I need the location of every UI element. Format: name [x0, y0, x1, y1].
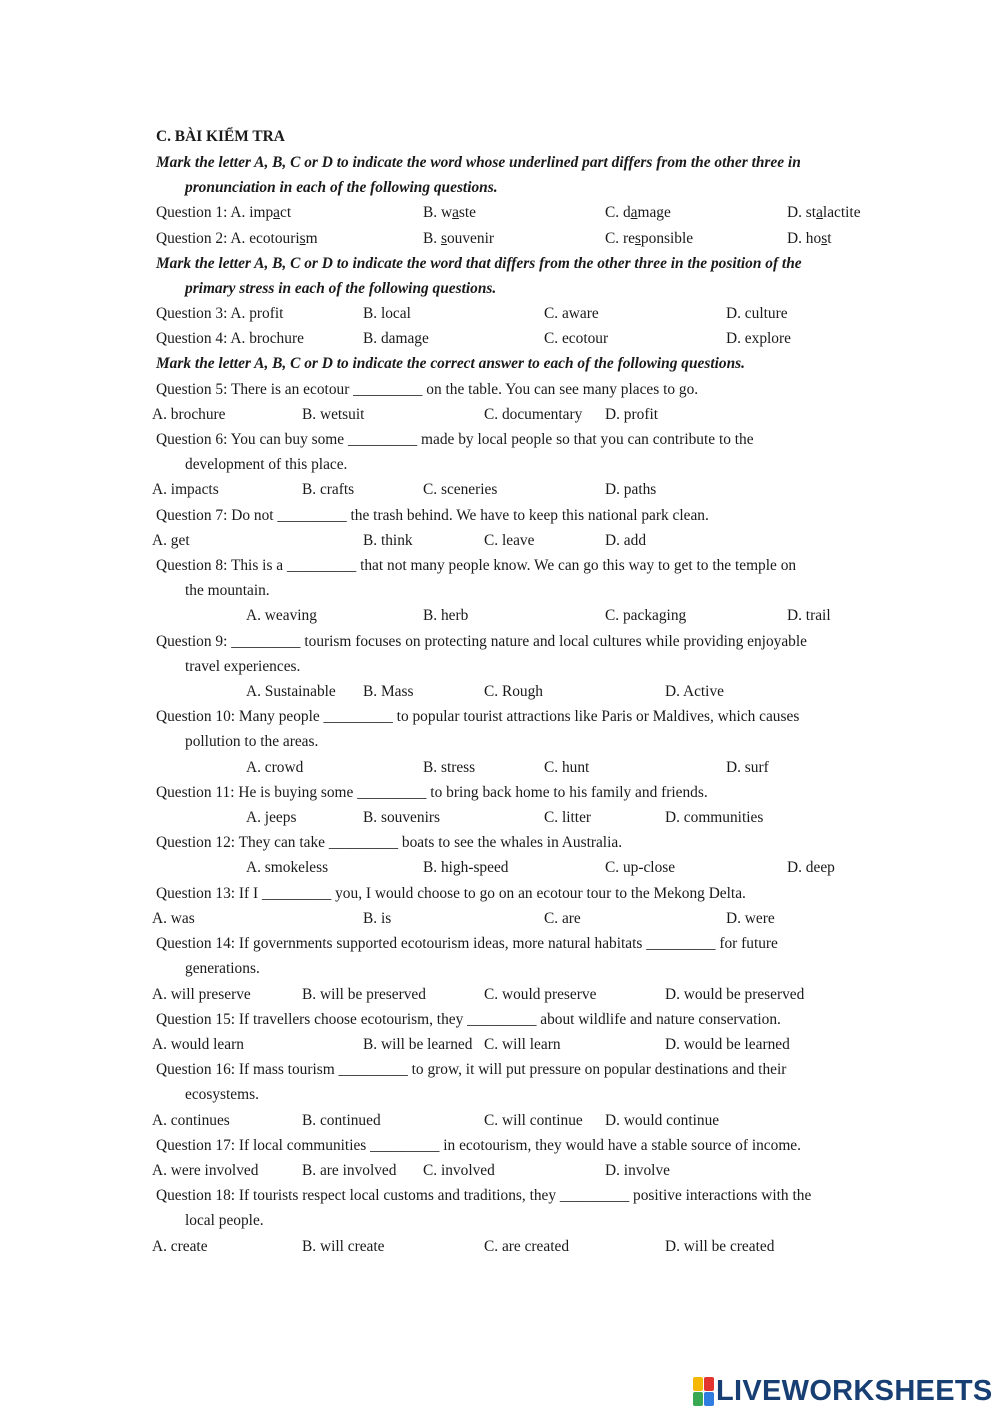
q11-option-c[interactable]: C. litter	[544, 809, 592, 826]
q2-option-b[interactable]: B. souvenir	[423, 230, 494, 247]
q11-option-d[interactable]: D. communities	[665, 809, 764, 826]
q9-option-b[interactable]: B. Mass	[363, 683, 414, 700]
instruction-stress-line2: primary stress in each of the following questions.	[185, 280, 497, 297]
q6-stem: Question 6: You can buy some _________ made by local people so that you can contribute to the	[156, 431, 754, 448]
q5-stem: Question 5: There is an ecotour _________ on the table. You can see many places to go.	[156, 381, 699, 398]
q1-option-b[interactable]: B. waste	[423, 204, 477, 221]
q2-option-d[interactable]: D. host	[787, 230, 832, 247]
q7-option-b[interactable]: B. think	[363, 532, 413, 549]
q14-option-d[interactable]: D. would be preserved	[665, 986, 805, 1003]
q8-stem-line2: the mountain.	[185, 582, 270, 599]
q3-option-c[interactable]: C. aware	[544, 305, 599, 322]
q10-stem: Question 10: Many people _________ to popular tourist attractions like Paris or Maldives, which causes	[156, 708, 800, 725]
q18-stem-line2: local people.	[185, 1212, 264, 1229]
q1-option-d[interactable]: D. stalactite	[787, 204, 861, 221]
q5-option-b[interactable]: B. wetsuit	[302, 406, 365, 423]
q16-option-b[interactable]: B. continued	[302, 1112, 381, 1129]
q7-option-a[interactable]: A. get	[152, 532, 190, 549]
q18-option-c[interactable]: C. are created	[484, 1238, 570, 1255]
q12-option-c[interactable]: C. up-close	[605, 859, 676, 876]
q4-stem: Question 4: A. brochure	[156, 330, 304, 347]
q3-stem: Question 3: A. profit	[156, 305, 284, 322]
q6-option-b[interactable]: B. crafts	[302, 481, 355, 498]
liveworksheets-logo-text: LIVEWORKSHEETS	[716, 1374, 993, 1407]
q13-option-a[interactable]: A. was	[152, 910, 195, 927]
q3-option-b[interactable]: B. local	[363, 305, 411, 322]
q11-stem: Question 11: He is buying some _________ to bring back home to his family and friends.	[156, 784, 708, 801]
q14-stem: Question 14: If governments supported ecotourism ideas, more natural habitats _________ for future	[156, 935, 778, 952]
q13-option-c[interactable]: C. are	[544, 910, 581, 927]
q9-option-d[interactable]: D. Active	[665, 683, 724, 700]
q9-option-a[interactable]: A. Sustainable	[246, 683, 336, 700]
q17-option-b[interactable]: B. are involved	[302, 1162, 397, 1179]
q14-option-c[interactable]: C. would preserve	[484, 986, 597, 1003]
q17-option-c[interactable]: C. involved	[423, 1162, 495, 1179]
q13-option-d[interactable]: D. were	[726, 910, 775, 927]
q7-option-d[interactable]: D. add	[605, 532, 647, 549]
q1-option-c[interactable]: C. damage	[605, 204, 671, 221]
q17-option-a[interactable]: A. were involved	[152, 1162, 259, 1179]
q10-stem-line2: pollution to the areas.	[185, 733, 319, 750]
instruction-pronunciation-line1: Mark the letter A, B, C or D to indicate the word whose underlined part differs from the other three in	[156, 154, 801, 171]
q10-option-b[interactable]: B. stress	[423, 759, 476, 776]
q17-stem: Question 17: If local communities _________ in ecotourism, they would have a stable source of income.	[156, 1137, 801, 1154]
q18-option-b[interactable]: B. will create	[302, 1238, 385, 1255]
q7-stem: Question 7: Do not _________ the trash behind. We have to keep this national park clean.	[156, 507, 709, 524]
section-title: C. BÀI KIỂM TRA	[156, 128, 285, 145]
q12-option-d[interactable]: D. deep	[787, 859, 835, 876]
q14-stem-line2: generations.	[185, 960, 260, 977]
q10-option-a[interactable]: A. crowd	[246, 759, 304, 776]
q7-option-c[interactable]: C. leave	[484, 532, 535, 549]
q2-option-c[interactable]: C. responsible	[605, 230, 694, 247]
q4-option-d[interactable]: D. explore	[726, 330, 791, 347]
q8-option-d[interactable]: D. trail	[787, 607, 831, 624]
q4-option-c[interactable]: C. ecotour	[544, 330, 609, 347]
instruction-correct-answer: Mark the letter A, B, C or D to indicate the correct answer to each of the following questions.	[156, 355, 745, 372]
q5-option-c[interactable]: C. documentary	[484, 406, 583, 423]
q18-stem: Question 18: If tourists respect local customs and traditions, they _________ positive interactions with the	[156, 1187, 812, 1204]
q15-option-c[interactable]: C. will learn	[484, 1036, 561, 1053]
q16-option-d[interactable]: D. would continue	[605, 1112, 720, 1129]
liveworksheets-logo-icon	[693, 1377, 713, 1405]
q9-option-c[interactable]: C. Rough	[484, 683, 544, 700]
q15-option-d[interactable]: D. would be learned	[665, 1036, 790, 1053]
q18-option-d[interactable]: D. will be created	[665, 1238, 775, 1255]
q12-option-b[interactable]: B. high-speed	[423, 859, 509, 876]
q16-stem: Question 16: If mass tourism _________ to grow, it will put pressure on popular destinations and their	[156, 1061, 787, 1078]
q13-option-b[interactable]: B. is	[363, 910, 392, 927]
liveworksheets-logo[interactable]	[693, 1375, 993, 1407]
q18-option-a[interactable]: A. create	[152, 1238, 208, 1255]
q13-stem: Question 13: If I _________ you, I would choose to go on an ecotour tour to the Mekong Delta.	[156, 885, 746, 902]
q9-stem: Question 9: _________ tourism focuses on protecting nature and local cultures while providing enjoyable	[156, 633, 807, 650]
q17-option-d[interactable]: D. involve	[605, 1162, 670, 1179]
q5-option-d[interactable]: D. profit	[605, 406, 659, 423]
q15-option-b[interactable]: B. will be learned	[363, 1036, 473, 1053]
q16-stem-line2: ecosystems.	[185, 1086, 259, 1103]
q1-stem: Question 1: A. impact	[156, 204, 292, 221]
q4-option-b[interactable]: B. damage	[363, 330, 429, 347]
q10-option-d[interactable]: D. surf	[726, 759, 769, 776]
q6-option-d[interactable]: D. paths	[605, 481, 657, 498]
q6-option-c[interactable]: C. sceneries	[423, 481, 498, 498]
q10-option-c[interactable]: C. hunt	[544, 759, 590, 776]
q8-option-c[interactable]: C. packaging	[605, 607, 687, 624]
q6-stem-line2: development of this place.	[185, 456, 348, 473]
q12-stem: Question 12: They can take _________ boats to see the whales in Australia.	[156, 834, 623, 851]
q11-option-a[interactable]: A. jeeps	[246, 809, 297, 826]
instruction-stress-line1: Mark the letter A, B, C or D to indicate the word that differs from the other three in the position of the	[156, 255, 802, 272]
q8-option-a[interactable]: A. weaving	[246, 607, 317, 624]
q9-stem-line2: travel experiences.	[185, 658, 301, 675]
q14-option-b[interactable]: B. will be preserved	[302, 986, 426, 1003]
q16-option-c[interactable]: C. will continue	[484, 1112, 583, 1129]
q8-option-b[interactable]: B. herb	[423, 607, 469, 624]
instruction-pronunciation-line2: pronunciation in each of the following questions.	[185, 179, 498, 196]
q5-option-a[interactable]: A. brochure	[152, 406, 226, 423]
q6-option-a[interactable]: A. impacts	[152, 481, 219, 498]
q2-stem: Question 2: A. ecotourism	[156, 230, 318, 247]
q8-stem: Question 8: This is a _________ that not many people know. We can go this way to get to the temple on	[156, 557, 797, 574]
q14-option-a[interactable]: A. will preserve	[152, 986, 251, 1003]
q15-stem: Question 15: If travellers choose ecotourism, they _________ about wildlife and nature conservation.	[156, 1011, 781, 1028]
q3-option-d[interactable]: D. culture	[726, 305, 788, 322]
q16-option-a[interactable]: A. continues	[152, 1112, 230, 1129]
q11-option-b[interactable]: B. souvenirs	[363, 809, 440, 826]
q12-option-a[interactable]: A. smokeless	[246, 859, 329, 876]
q15-option-a[interactable]: A. would learn	[152, 1036, 244, 1053]
